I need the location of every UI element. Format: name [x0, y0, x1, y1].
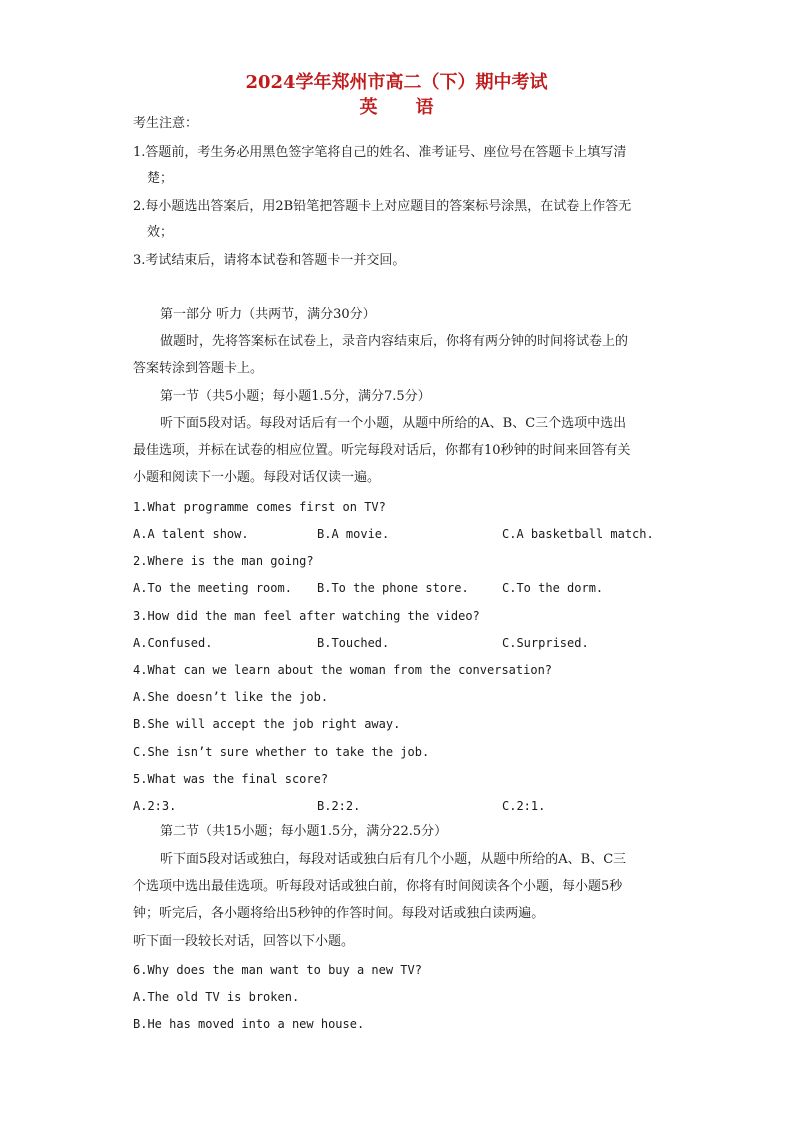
section2-intro: 听下面一段较长对话，回答以下小题。	[133, 934, 355, 949]
question-3-option-c: C.Surprised.	[502, 636, 589, 650]
section1-instruction-line-1: 听下面5段对话。每段对话后有一个小题，从题中所给的A、B、C三个选项中选出	[160, 416, 627, 431]
question-3-option-b: B.Touched.	[317, 636, 390, 650]
question-5-option-b: B.2:2.	[317, 799, 361, 813]
question-5-stem: 5.What was the final score?	[133, 772, 329, 786]
question-6-option-a: A.The old TV is broken.	[133, 990, 300, 1004]
notice-item-1-line-1: 1.答题前，考生务必用黑色签字笔将自己的姓名、准考证号、座位号在答题卡上填写清	[133, 145, 627, 160]
question-2-option-b: B.To the phone store.	[317, 581, 469, 595]
subject-char-2: 语	[415, 97, 434, 118]
notice-item-1-line-2: 楚；	[147, 171, 174, 186]
section2-instruction-line-2: 个选项中选出最佳选项。听每段对话或独白前，你将有时间阅读各个小题，每小题5秒	[133, 879, 623, 894]
question-1-stem: 1.What programme comes first on TV?	[133, 500, 386, 514]
section2-heading: 第二节（共15小题；每小题1.5分，满分22.5分）	[160, 824, 448, 839]
section2-instruction-line-1: 听下面5段对话或独白，每段对话或独白后有几个小题，从题中所给的A、B、C三	[160, 852, 627, 867]
section1-instruction-line-3: 小题和阅读下一小题。每段对话仅读一遍。	[133, 470, 381, 485]
question-1-option-c: C.A basketball match.	[502, 527, 654, 541]
question-6-option-b: B.He has moved into a new house.	[133, 1017, 365, 1031]
question-4-option-c: C.She isn’t sure whether to take the job.	[133, 745, 430, 759]
subject-title	[0, 93, 793, 119]
section1-instruction-line-2: 最佳选项，并标在试卷的相应位置。听完每段对话后，你都有10秒钟的时间来回答有关	[133, 443, 631, 458]
question-3-stem: 3.How did the man feel after watching the video?	[133, 609, 480, 623]
notice-item-2-line-2: 效；	[147, 225, 174, 240]
section1-heading: 第一节（共5小题；每小题1.5分，满分7.5分）	[160, 389, 431, 404]
section2-instruction-line-3: 钟；听完后，各小题将给出5秒钟的作答时间。每段对话或独白读两遍。	[133, 906, 545, 921]
part1-instruction-line-1: 做题时，先将答案标在试卷上，录音内容结束后，你将有两分钟的时间将试卷上的	[160, 334, 629, 349]
question-1-option-a: A.A talent show.	[133, 527, 249, 541]
part1-heading: 第一部分 听力（共两节，满分30分）	[160, 307, 376, 322]
question-2-option-a: A.To the meeting room.	[133, 581, 292, 595]
question-2-option-c: C.To the dorm.	[502, 581, 604, 595]
question-3-option-a: A.Confused.	[133, 636, 213, 650]
question-6-stem: 6.Why does the man want to buy a new TV?	[133, 963, 422, 977]
question-5-option-a: A.2:3.	[133, 799, 177, 813]
question-4-stem: 4.What can we learn about the woman from the conversation?	[133, 663, 553, 677]
question-4-option-a: A.She doesn’t like the job.	[133, 690, 329, 704]
part1-instruction-line-2: 答案转涂到答题卡上。	[133, 361, 264, 376]
question-4-option-b: B.She will accept the job right away.	[133, 717, 401, 731]
question-1-option-b: B.A movie.	[317, 527, 390, 541]
exam-title: 2024学年郑州市高二（下）期中考试	[245, 72, 548, 93]
question-5-option-c: C.2:1.	[502, 799, 546, 813]
question-2-stem: 2.Where is the man going?	[133, 554, 314, 568]
notice-item-3: 3.考试结束后，请将本试卷和答题卡一并交回。	[133, 253, 406, 268]
subject-char-1: 英	[359, 97, 378, 118]
notice-item-2-line-1: 2.每小题选出答案后，用2B铅笔把答题卡上对应题目的答案标号涂黑，在试卷上作答无	[133, 199, 632, 214]
notice-label: 考生注意：	[133, 116, 199, 131]
